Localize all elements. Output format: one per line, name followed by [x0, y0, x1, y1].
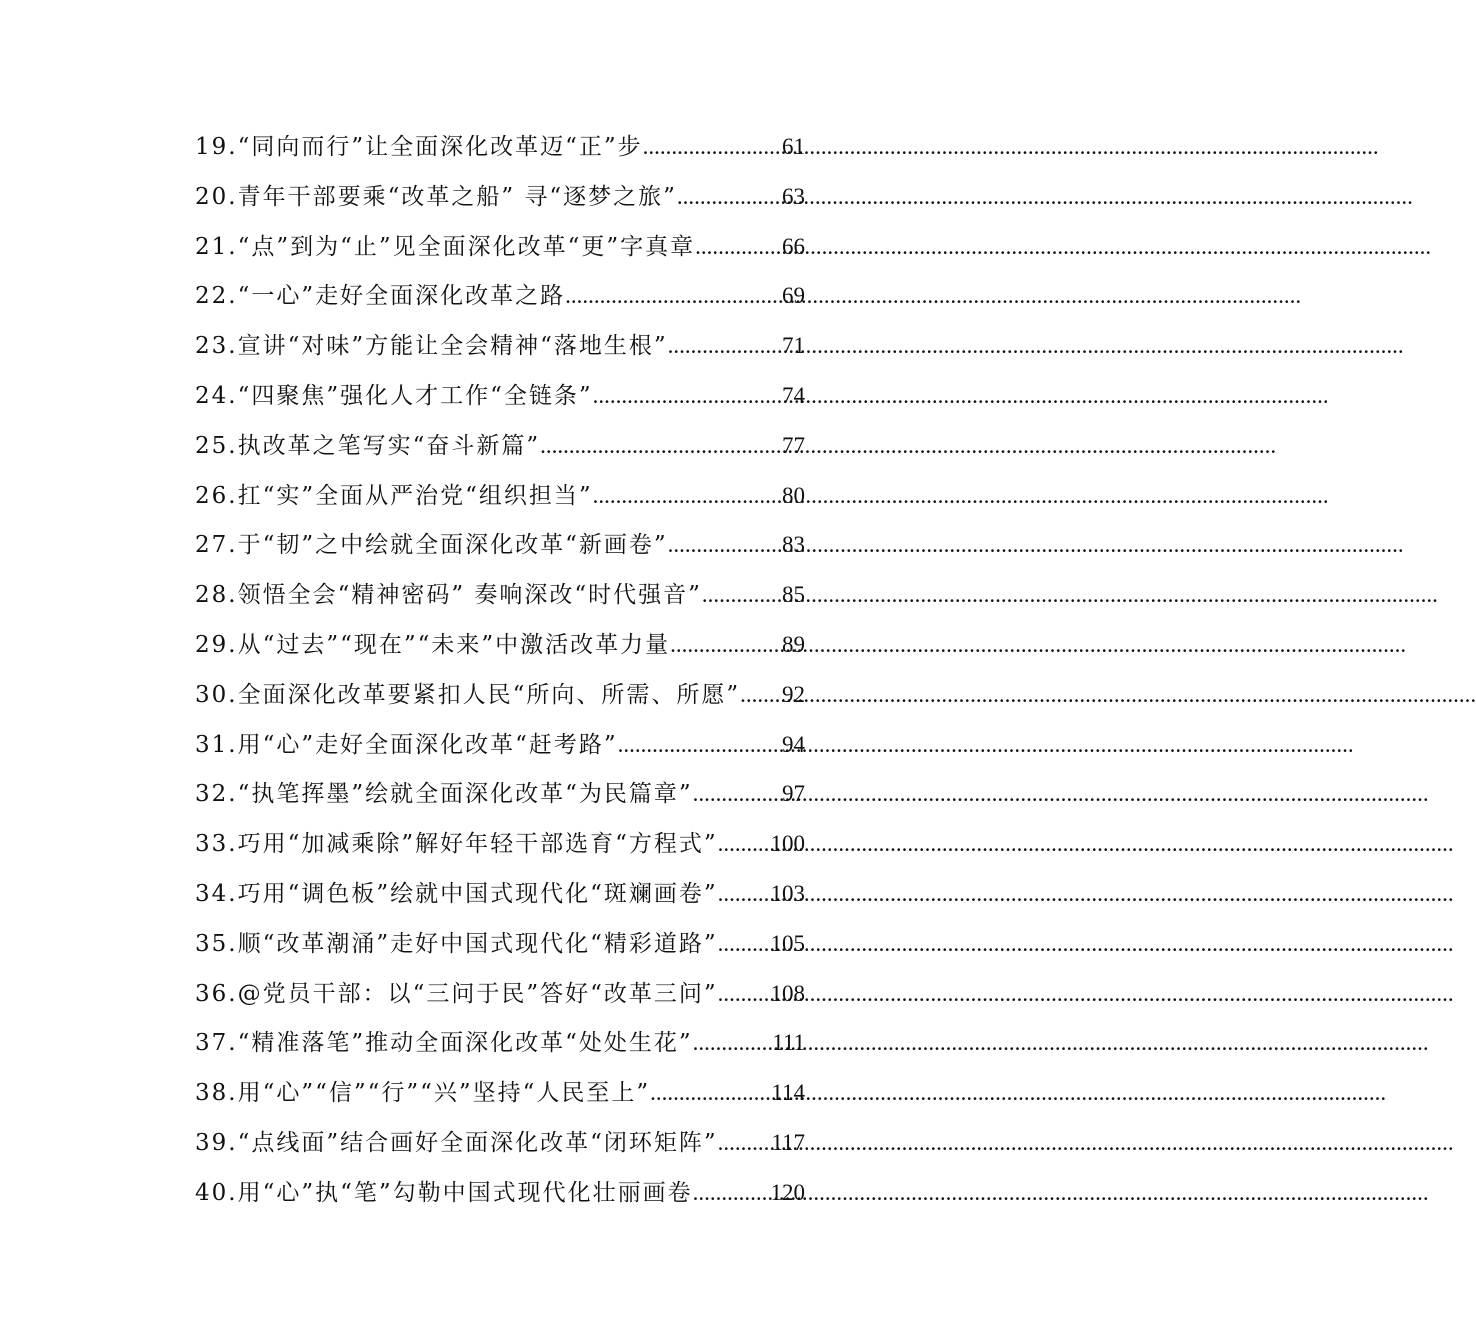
toc-entry-title: 32.“执笔挥墨”绘就全面深化改革“为民篇章”: [195, 781, 693, 808]
dot-leader: [593, 383, 782, 409]
toc-entry-title: 28.领悟全会“精神密码” 奏响深改“时代强音”: [195, 582, 702, 609]
dot-leader: [618, 732, 782, 758]
dot-leader: [718, 981, 771, 1007]
toc-entry-title: 29.从“过去”“现在”“未来”中激活改革力量: [195, 631, 671, 658]
dot-leader: [693, 1030, 773, 1056]
table-of-contents: [195, 128, 805, 1224]
toc-entry[interactable]: [195, 1124, 805, 1174]
toc-entry-page-number: 114: [771, 1080, 805, 1106]
toc-entry-page-number: 92: [782, 681, 805, 707]
toc-entry-title: 22.“一心”走好全面深化改革之路: [195, 283, 566, 310]
toc-entry-title: 30.全面深化改革要紧扣人民“所向、所需、所愿”: [195, 681, 741, 708]
toc-entry-page-number: 71: [782, 333, 805, 359]
toc-entry-page-number: 94: [782, 731, 805, 757]
toc-entry-page-number: 105: [770, 930, 805, 956]
toc-entry[interactable]: [195, 178, 805, 228]
toc-entry-page-number: 108: [770, 980, 805, 1006]
toc-entry-title: 20.青年干部要乘“改革之船” 寻“逐梦之旅”: [195, 183, 677, 210]
dot-leader: [565, 283, 782, 309]
toc-entry-title: 26.扛“实”全面从严治党“组织担当”: [195, 482, 593, 509]
toc-entry-title: 35.顺“改革潮涌”走好中国式现代化“精彩道路”: [195, 930, 718, 957]
dot-leader: [693, 781, 782, 807]
dot-leader: [702, 582, 782, 608]
toc-entry[interactable]: [195, 925, 805, 975]
toc-entry[interactable]: [195, 1174, 805, 1224]
toc-entry-page-number: 89: [782, 631, 805, 657]
toc-entry[interactable]: [195, 128, 805, 178]
toc-entry[interactable]: [195, 875, 805, 925]
toc-entry-page-number: 117: [771, 1129, 805, 1155]
toc-entry[interactable]: [195, 526, 805, 576]
dot-leader: [718, 831, 771, 857]
toc-entry-title: 33.巧用“加减乘除”解好年轻干部选育“方程式”: [195, 831, 718, 858]
toc-entry-title: 38.用“心”“信”“行”“兴”坚持“人民至上”: [195, 1080, 651, 1107]
dot-leader: [718, 881, 771, 907]
dot-leader: [540, 433, 782, 459]
toc-entry-page-number: 66: [782, 233, 805, 259]
toc-entry[interactable]: [195, 1024, 805, 1074]
toc-entry-page-number: 120: [770, 1179, 805, 1205]
toc-entry[interactable]: [195, 726, 805, 776]
dot-leader: [718, 1130, 772, 1156]
dot-leader: [670, 632, 782, 658]
toc-entry-page-number: 83: [782, 532, 805, 558]
dot-leader: [668, 532, 782, 558]
toc-entry[interactable]: [195, 228, 805, 278]
dot-leader: [695, 234, 782, 260]
toc-entry[interactable]: [195, 327, 805, 377]
toc-entry[interactable]: [195, 477, 805, 527]
toc-entry-title: 24.“四聚焦”强化人才工作“全链条”: [195, 382, 593, 409]
toc-entry-title: 21.“点”到为“止”见全面深化改革“更”字真章: [195, 233, 696, 260]
toc-entry[interactable]: [195, 825, 805, 875]
toc-entry[interactable]: [195, 1074, 805, 1124]
toc-entry[interactable]: [195, 427, 805, 477]
toc-entry-page-number: 103: [770, 880, 805, 906]
toc-entry-title: 34.巧用“调色板”绘就中国式现代化“斑斓画卷”: [195, 880, 718, 907]
toc-entry-page-number: 85: [782, 582, 805, 608]
toc-entry-title: 27.于“韧”之中绘就全面深化改革“新画卷”: [195, 532, 668, 559]
toc-entry[interactable]: [195, 626, 805, 676]
dot-leader: [643, 134, 782, 160]
toc-entry-title: 37.“精准落笔”推动全面深化改革“处处生花”: [195, 1030, 693, 1057]
toc-entry[interactable]: [195, 775, 805, 825]
toc-entry-title: 25.执改革之笔写实“奋斗新篇”: [195, 432, 541, 459]
toc-entry-title: 39.“点线面”结合画好全面深化改革“闭环矩阵”: [195, 1129, 718, 1156]
toc-entry[interactable]: [195, 676, 805, 726]
toc-entry-page-number: 74: [782, 382, 805, 408]
dot-leader: [668, 333, 782, 359]
toc-entry-page-number: 97: [782, 781, 805, 807]
toc-entry[interactable]: [195, 576, 805, 626]
toc-entry-page-number: 69: [782, 283, 805, 309]
toc-entry-title: 31.用“心”走好全面深化改革“赶考路”: [195, 731, 618, 758]
toc-entry-title: 19.“同向而行”让全面深化改革迈“正”步: [195, 134, 643, 160]
dot-leader: [593, 483, 782, 509]
toc-entry-title: 36.@党员干部：以“三问于民”答好“改革三问”: [195, 980, 718, 1007]
toc-entry-page-number: 100: [770, 831, 805, 857]
toc-entry-page-number: 80: [782, 482, 805, 508]
dot-leader: [693, 1180, 771, 1206]
toc-entry[interactable]: [195, 377, 805, 427]
dot-leader: [740, 682, 782, 708]
dot-leader: [677, 184, 782, 210]
dot-leader: [650, 1080, 771, 1106]
toc-entry-title: 40.用“心”执“笔”勾勒中国式现代化壮丽画卷: [195, 1179, 693, 1206]
toc-entry-title: 23.宣讲“对味”方能让全会精神“落地生根”: [195, 333, 668, 360]
dot-leader: [718, 931, 771, 957]
toc-entry-page-number: 61: [782, 134, 805, 159]
toc-entry[interactable]: [195, 277, 805, 327]
toc-entry-page-number: 111: [772, 1030, 805, 1056]
toc-entry-page-number: 77: [782, 432, 805, 458]
toc-entry[interactable]: [195, 975, 805, 1025]
toc-entry-page-number: 63: [782, 183, 805, 209]
